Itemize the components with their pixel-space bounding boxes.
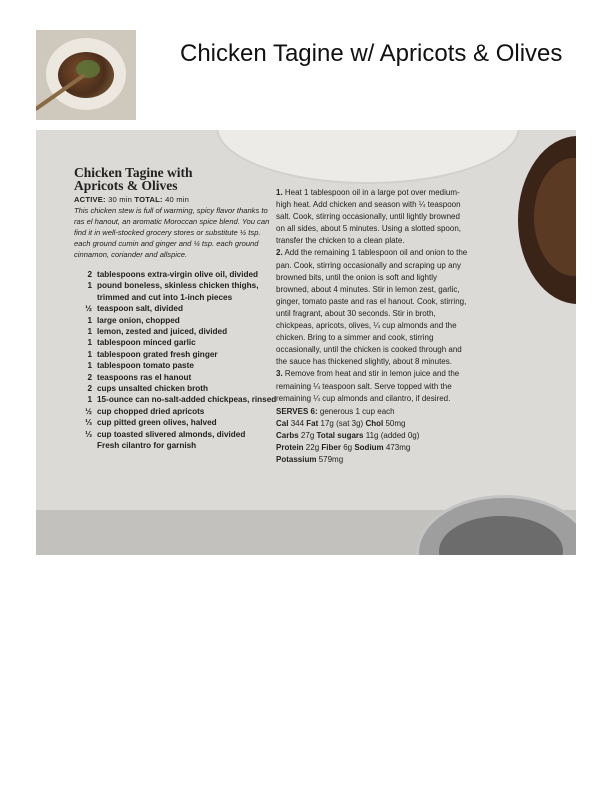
fiber-label: Fiber <box>321 442 341 452</box>
potassium-label: Potassium <box>276 454 317 464</box>
sodium-label: Sodium <box>354 442 384 452</box>
ingredient-item <box>74 315 279 326</box>
step-number: 3. <box>276 369 283 379</box>
serves-value: generous 1 cup each <box>319 406 395 416</box>
fiber-value: 6g <box>343 442 353 452</box>
ingredient-text: lemon, zested and juiced, divided <box>97 327 228 337</box>
ingredient-text: pound boneless, skinless chicken thighs, trimmed and cut into 1-inch pieces <box>97 281 259 302</box>
recipe-intro: This chicken stew is full of warming, spicy flavor thanks to ras el hanout, an aromatic Moroccan spice blend. You can find it in well-stocked grocery stores or substitute ½ tsp. each ground cumin and ginger and ¼ tsp. each ground cinnamon, coriander and allspice. <box>74 206 270 259</box>
ingredient-text: tablespoon grated fresh ginger <box>97 349 218 359</box>
ingredient-item <box>74 326 279 337</box>
sugars-label: Total sugars <box>316 430 364 440</box>
ingredient-qty: 1 <box>87 327 92 337</box>
ingredient-qty: 1 <box>87 395 92 405</box>
ingredient-qty: 1 <box>87 361 92 371</box>
protein-label: Protein <box>276 442 304 452</box>
step-2 <box>276 247 471 368</box>
serves-label: SERVES 6: <box>276 406 318 416</box>
ingredient-item <box>74 303 279 314</box>
sodium-value: 473mg <box>385 442 411 452</box>
ingredient-qty: ⅓ <box>85 429 92 439</box>
chol-label: Chol <box>365 418 384 428</box>
carbs-value: 27g <box>300 430 315 440</box>
recipe-times <box>74 195 279 204</box>
ingredient-text: teaspoon salt, divided <box>97 304 183 314</box>
step-text: Remove from heat and stir in lemon juice and the remaining ¼ teaspoon salt. Serve topped with the remaining ¼ cup almonds and cilantro, if desired. <box>276 369 460 403</box>
ingredient-item <box>74 394 279 405</box>
fat-label: Fat <box>306 418 319 428</box>
ingredient-text: tablespoon minced garlic <box>97 338 196 348</box>
page-title: Chicken Tagine w/ Apricots & Olives <box>180 40 563 67</box>
carbs-label: Carbs <box>276 430 299 440</box>
cal-label: Cal <box>276 418 289 428</box>
chol-value: 50mg <box>385 418 406 428</box>
total-label: TOTAL: <box>134 195 163 204</box>
ingredient-item <box>74 360 279 371</box>
recipe-left-column <box>74 166 279 460</box>
ingredient-text: cup chopped dried apricots <box>97 406 205 416</box>
ingredient-text: cups unsalted chicken broth <box>97 384 209 394</box>
step-3 <box>276 368 471 404</box>
ingredient-qty: 1 <box>87 281 92 291</box>
ingredient-qty: ⅓ <box>85 418 92 428</box>
ingredient-qty: 2 <box>87 384 92 394</box>
recipe-title-line2: Apricots & Olives <box>74 178 178 193</box>
ingredient-item <box>74 372 279 383</box>
ingredient-text: 15-ounce can no-salt-added chickpeas, rinsed <box>97 395 277 405</box>
ingredient-qty: 1 <box>87 349 92 359</box>
ingredient-qty: 2 <box>87 270 92 279</box>
ingredient-list <box>74 269 279 452</box>
ingredient-text: tablespoons extra-virgin olive oil, divided <box>97 270 259 279</box>
recipe-title-line1: Chicken Tagine with <box>74 165 193 180</box>
cal-value: 344 <box>290 418 305 428</box>
ingredient-text: cup pitted green olives, halved <box>97 418 217 428</box>
recipe-thumbnail-image <box>36 30 136 120</box>
ingredient-qty: 1 <box>87 315 92 325</box>
ingredient-text: tablespoon tomato paste <box>97 361 194 371</box>
nutrition-row <box>276 442 471 454</box>
recipe-title <box>74 166 279 192</box>
step-1 <box>276 187 471 247</box>
step-number: 2. <box>276 248 283 258</box>
active-label: ACTIVE: <box>74 195 106 204</box>
nutrition-info <box>276 418 471 466</box>
nutrition-row <box>276 454 471 466</box>
ingredient-qty: ½ <box>85 304 92 314</box>
recipe-right-column <box>276 187 471 466</box>
ingredient-item <box>74 280 279 303</box>
fat-value: 17g (sat 3g) <box>320 418 364 428</box>
ingredient-qty: 2 <box>87 372 92 382</box>
protein-value: 22g <box>305 442 320 452</box>
step-text: Add the remaining 1 tablespoon oil and onion to the pan. Cook, stirring occasionally and scraping up any browned bits, until the onion is soft and lightly browned, about 4 minutes. Stir in lemon zest, garlic, ginger, tomato paste and ras el hanout. Cook, stirring, until fragrant, about 30 seconds. Stir in broth, chickpeas, apricots, olives, ¼ cup almonds and the chicken. Bring to a simmer and cook, stirring occasionally, until the chicken is cooked through and the sauce has thickened slightly, about 8 minutes. <box>276 248 468 367</box>
ingredient-text: large onion, chopped <box>97 315 180 325</box>
ingredient-item <box>74 429 279 440</box>
nutrition-row <box>276 430 471 442</box>
ingredient-text: Fresh cilantro for garnish <box>97 441 197 451</box>
ingredient-item <box>74 383 279 394</box>
ingredient-text: cup toasted slivered almonds, divided <box>97 429 246 439</box>
sugars-value: 11g (added 0g) <box>365 430 420 440</box>
active-value: 30 min <box>108 195 133 204</box>
ingredient-item <box>74 440 279 451</box>
ingredient-item <box>74 417 279 428</box>
serves-line <box>276 406 471 418</box>
ingredient-text: teaspoons ras el hanout <box>97 372 192 382</box>
ingredient-qty: 1 <box>87 338 92 348</box>
ingredient-item <box>74 337 279 348</box>
ingredient-item <box>74 406 279 417</box>
nutrition-row <box>276 418 471 430</box>
potassium-value: 579mg <box>318 454 344 464</box>
ingredient-item <box>74 269 279 280</box>
dark-bowl-graphic <box>518 136 576 304</box>
ingredient-qty: ½ <box>85 406 92 416</box>
glass-graphic <box>416 495 576 555</box>
total-value: 40 min <box>165 195 190 204</box>
step-number: 1. <box>276 188 283 197</box>
magazine-recipe-photo <box>36 130 576 555</box>
ingredient-qty <box>74 440 97 451</box>
ingredient-item <box>74 349 279 360</box>
step-text: Heat 1 tablespoon oil in a large pot over medium-high heat. Add chicken and season with ¼ teaspoon salt. Cook, stirring occasionally, until lightly browned on all sides, about 5 minutes. Using a slotted spoon, transfer the chicken to a clean plate. <box>276 188 461 246</box>
